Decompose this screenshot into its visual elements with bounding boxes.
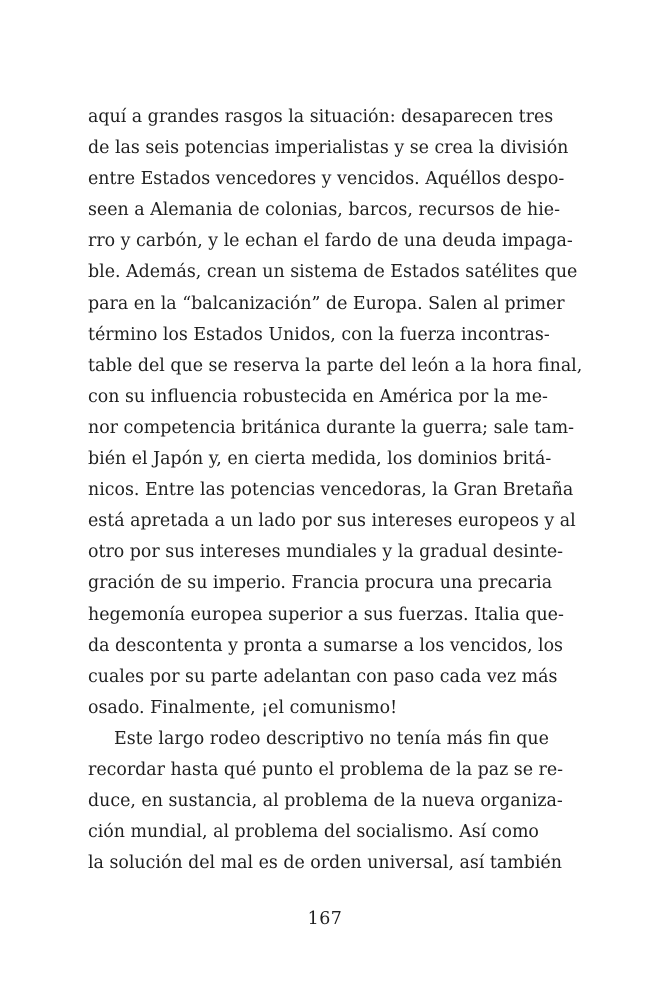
text-line: bién el Japón y, en cierta medida, los dominios britá- xyxy=(88,449,552,470)
paragraph xyxy=(88,724,564,879)
text-line: para en la “balcanización” de Europa. Salen al primer xyxy=(88,293,565,314)
text-line: ción mundial, al problema del socialismo. Así como xyxy=(88,822,539,843)
text-line: seen a Alemania de colonias, barcos, recursos de hie- xyxy=(88,200,560,221)
page-number: 167 xyxy=(307,909,343,929)
text-line: da descontenta y pronta a sumarse a los vencidos, los xyxy=(88,635,563,656)
text-line: la solución del mal es de orden universal, así también xyxy=(88,853,562,874)
paragraph xyxy=(88,102,583,724)
text-line: table del que se reserva la parte del león a la hora final, xyxy=(88,355,583,376)
text-line: término los Estados Unidos, con la fuerza incontras- xyxy=(88,324,550,345)
text-line: aquí a grandes rasgos la situación: desaparecen tres xyxy=(88,107,554,127)
text-line: rro y carbón, y le echan el fardo de una deuda impaga- xyxy=(88,231,573,252)
text-line: con su influencia robustecida en América por la me- xyxy=(88,386,548,407)
text-line: otro por sus intereses mundiales y la gradual desinte- xyxy=(88,542,564,563)
text-line: ble. Además, crean un sistema de Estados satélites que xyxy=(88,262,578,283)
text-line: nor competencia británica durante la guerra; sale tam- xyxy=(88,417,574,438)
text-line: hegemonía europea superior a sus fuerzas. Italia que- xyxy=(88,604,564,625)
text-line: nicos. Entre las potencias vencedoras, la Gran Bretaña xyxy=(88,480,574,501)
text-line: recordar hasta qué punto el problema de la paz se re- xyxy=(88,759,564,780)
text-line: duce, en sustancia, al problema de la nueva organiza- xyxy=(88,791,563,812)
text-line: cuales por su parte adelantan con paso cada vez más xyxy=(88,666,558,687)
text-line: gración de su imperio. Francia procura una precaria xyxy=(88,573,553,594)
page-body xyxy=(88,102,583,879)
text-line: de las seis potencias imperialistas y se crea la división xyxy=(88,138,569,159)
text-line: osado. Finalmente, ¡el comunismo! xyxy=(88,697,398,718)
text-line: entre Estados vencedores y vencidos. Aquéllos despo- xyxy=(88,169,565,190)
text-line: está apretada a un lado por sus intereses europeos y al xyxy=(88,511,576,532)
text-line: Este largo rodeo descriptivo no tenía más fin que xyxy=(114,728,549,749)
